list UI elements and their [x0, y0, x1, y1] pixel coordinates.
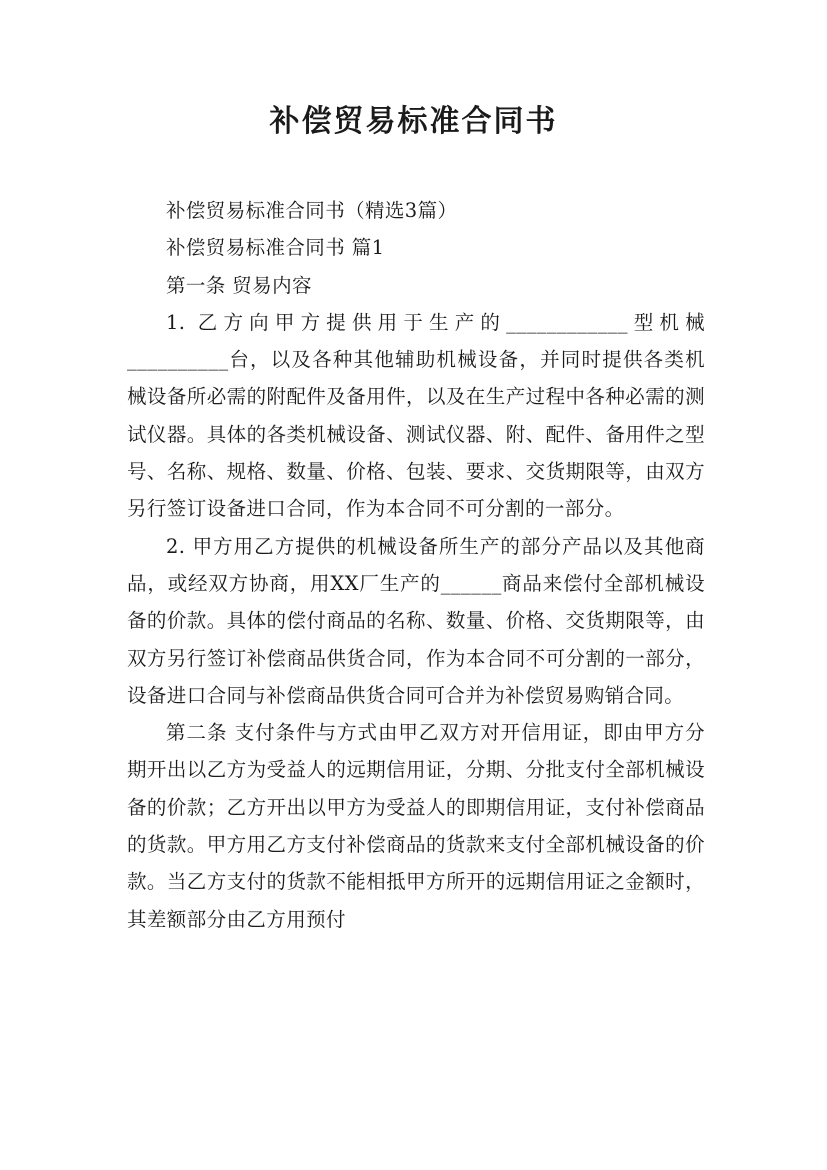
clause-paragraph-2: 2. 甲方用乙方提供的机械设备所生产的部分产品以及其他商品，或经双方协商，用XX厂生产的______商品来偿付全部机械设备的价款。具体的偿付商品的名称、数量、价格、交货期限等，由双方另行签订补偿商品供货合同，作为本合同不可分割的一部分，设备进口合同与补偿商品供货合同可合并为补偿贸易购销合同。	[127, 534, 705, 707]
article-heading-1: 第一条 贸易内容	[166, 273, 312, 297]
article-paragraph-2: 第二条 支付条件与方式由甲乙双方对开信用证，即由甲方分期开出以乙方为受益人的远期信用证，分期、分批支付全部机械设备的价款；乙方开出以甲方为受益人的即期信用证，支付补偿商品的货款。甲方用乙方支付补偿商品的货款来支付全部机械设备的价款。当乙方支付的货款不能相抵甲方所开的远期信用证之金额时，其差额部分由乙方用预付	[127, 721, 705, 931]
doc-subtitle: 补偿贸易标准合同书（精选3篇）	[166, 199, 458, 222]
clause-paragraph-1: 1. 乙方向甲方提供用于生产的____________型机械__________台，以及各种其他辅助机械设备，并同时提供各类机械设备所必需的附配件及备用件，以及在生产过程中各种必需的测试仪器。具体的各类机械设备、测试仪器、附、配件、备用件之型号、名称、规格、数量、价格、包装、要求、交货期限等，由双方另行签订设备进口合同，作为本合同不可分割的一部分。	[127, 310, 705, 521]
document-title: 补偿贸易标准合同书	[269, 104, 558, 139]
section-heading-part1: 补偿贸易标准合同书 篇1	[166, 236, 385, 260]
document-body	[127, 192, 705, 938]
